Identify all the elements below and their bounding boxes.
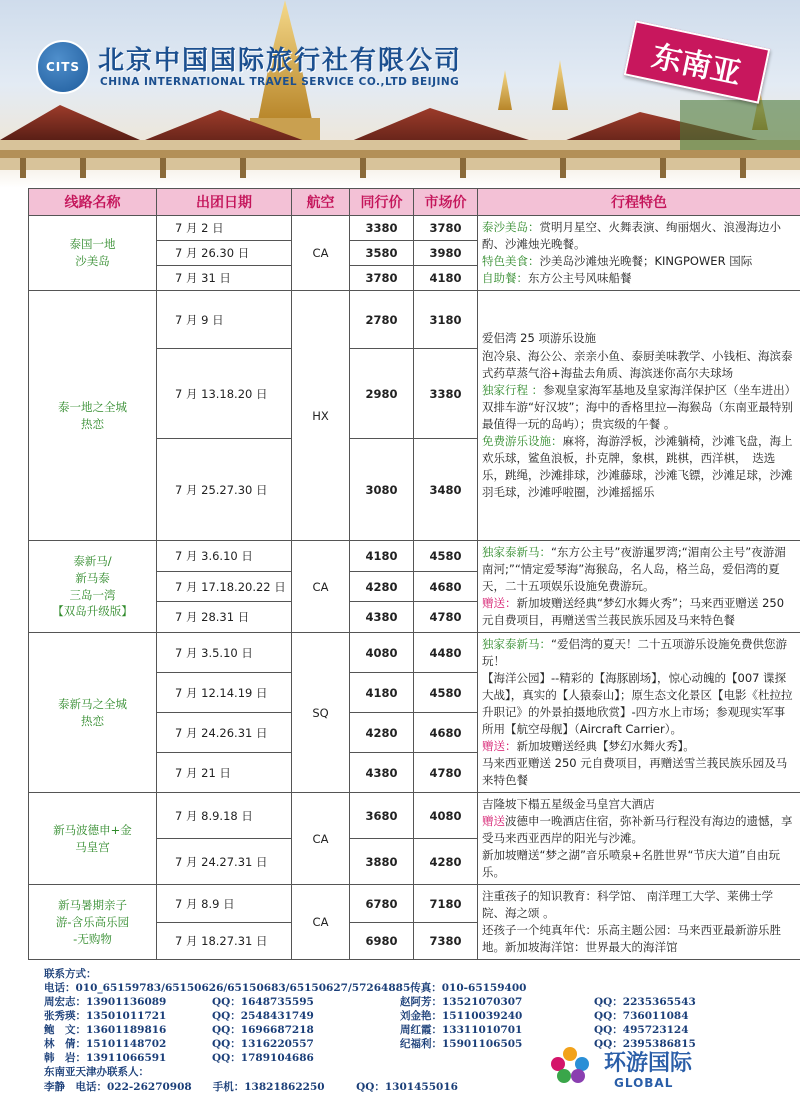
feature-label: 独家泰新马： — [482, 545, 551, 560]
feature-item — [482, 670, 796, 738]
feature-label: 独家泰新马： — [482, 637, 551, 652]
itinerary-features — [478, 633, 800, 793]
market-price: 4580 — [414, 673, 478, 713]
contact-qq: QQ：495723124 — [594, 1024, 689, 1036]
market-price: 3980 — [414, 241, 478, 266]
route-name-line: 泰国一地 — [69, 237, 116, 252]
peer-price: 4380 — [350, 602, 414, 633]
peer-price: 3880 — [350, 839, 414, 885]
departure-date: 7 月 24.26.31 日 — [157, 713, 292, 753]
route-name-line: 【双岛升级版】 — [52, 604, 133, 619]
route-name-line: 泰新马之全城 — [58, 697, 127, 712]
market-price: 7180 — [414, 885, 478, 923]
company-name-en: CHINA INTERNATIONAL TRAVEL SERVICE CO.,LTD BEIJING — [100, 76, 460, 88]
global-logo-icon — [540, 1040, 600, 1090]
header-date: 出团日期 — [157, 189, 292, 216]
market-price: 4080 — [414, 793, 478, 839]
feature-text: 马来西亚赠送 250 元自费项目，再赠送雪兰莪民族乐园及马来特色餐 — [482, 756, 788, 788]
feature-text: 沙美岛沙滩烛光晚餐；KINGPOWER 国际 — [539, 254, 753, 269]
route-name — [29, 291, 157, 541]
header-features: 行程特色 — [478, 189, 800, 216]
feature-text: 吉隆坡下榻五星级金马皇宫大酒店 — [482, 797, 655, 812]
feature-item — [482, 253, 796, 270]
airline-code: HX — [292, 291, 350, 541]
feature-text: 波德申一晚酒店住宿，弥补新马行程没有海边的遗憾，享受马来西亚西岸的阳光与沙滩。 — [482, 814, 793, 846]
feature-item — [482, 330, 796, 347]
header-route: 线路名称 — [29, 189, 157, 216]
feature-text: 爱侣湾 25 项游乐设施 — [482, 331, 596, 346]
global-brand-cn: 环游国际 — [604, 1051, 693, 1076]
table-row — [29, 216, 800, 241]
market-price: 4780 — [414, 753, 478, 793]
peer-price: 2780 — [350, 291, 414, 349]
route-name-line: 热恋 — [81, 713, 104, 728]
peer-price: 4080 — [350, 633, 414, 673]
route-name-line: 新马泰 — [75, 570, 110, 585]
market-price: 3780 — [414, 216, 478, 241]
departure-date: 7 月 24.27.31 日 — [157, 839, 292, 885]
table-row — [29, 633, 800, 673]
route-name — [29, 633, 157, 793]
feature-label: 赠送： — [482, 596, 517, 611]
peer-price: 6980 — [350, 922, 414, 960]
contact-qq: QQ：2548431749 — [212, 1010, 314, 1022]
feature-item — [482, 382, 796, 433]
feature-item — [482, 636, 796, 670]
airline-code: SQ — [292, 633, 350, 793]
contacts-section — [0, 958, 800, 1100]
feature-item — [482, 270, 796, 287]
airline-code: CA — [292, 885, 350, 960]
feature-label: 赠送 — [482, 814, 505, 829]
route-name-line: 热恋 — [81, 416, 104, 431]
contact-name-phone: 纪福利：15901106505 — [400, 1038, 523, 1050]
itinerary-features — [478, 885, 800, 960]
departure-date: 7 月 28.31 日 — [157, 602, 292, 633]
feature-item — [482, 847, 796, 881]
contacts-phone: 电话：010_65159783/65150626/65150683/65150627/57264885传真：010-65159400 — [44, 982, 527, 994]
table-header-row — [29, 189, 800, 216]
market-price: 7380 — [414, 922, 478, 960]
market-price: 3180 — [414, 291, 478, 349]
contacts-title: 联系方式： — [44, 968, 97, 980]
feature-item — [482, 348, 796, 382]
region-badge: 东南亚 — [624, 20, 771, 103]
market-price: 4580 — [414, 541, 478, 572]
peer-price: 4280 — [350, 571, 414, 602]
departure-date: 7 月 3.5.10 日 — [157, 633, 292, 673]
contact-qq: QQ：1696687218 — [212, 1024, 314, 1036]
contact-name-phone: 周宏志：13901136089 — [44, 996, 167, 1008]
route-name-line: 泰一地之全城 — [58, 399, 127, 414]
feature-text: “东方公主号”夜游暹罗湾;“湄南公主号”夜游湄南河;”“情定爱琴海”海猴岛，名人岛，格兰岛，爱侣湾的夏天，二十五项娱乐设施免费游玩。 — [482, 545, 786, 594]
departure-date: 7 月 12.14.19 日 — [157, 673, 292, 713]
departure-date: 7 月 21 日 — [157, 753, 292, 793]
airline-code: CA — [292, 216, 350, 291]
route-name — [29, 793, 157, 885]
feature-text: 参观皇家海军基地及皇家海洋保护区（坐车进出）双排车游“好汉坡”；海中的香格里拉—海猴岛（东南亚最特别最值得一玩的岛屿）；贵宾级的午餐 。 — [482, 382, 793, 431]
feature-text: 新加坡赠送经典“梦幻水舞火秀”；马来西亚赠送 250 元自费项目，再赠送雪兰莪民族乐园及马来特色餐 — [482, 596, 785, 628]
peer-price: 3380 — [350, 216, 414, 241]
feature-text: 新加坡赠送“梦之湖”音乐喷泉+名胜世界“节庆大道”自由玩乐。 — [482, 848, 780, 880]
route-name-line: 泰新马/ — [73, 554, 112, 569]
feature-label: 泰沙美岛： — [482, 220, 540, 234]
cits-logo: CITS — [36, 40, 90, 94]
feature-label: 独家行程 ： — [482, 382, 544, 397]
departure-date: 7 月 18.27.31 日 — [157, 922, 292, 960]
departure-date: 7 月 8.9.18 日 — [157, 793, 292, 839]
company-name-cn: 北京中国国际旅行社有限公司 — [98, 46, 463, 76]
feature-item — [482, 813, 796, 847]
contact-qq: QQ：1648735595 — [212, 996, 314, 1008]
feature-item — [482, 796, 796, 813]
departure-date: 7 月 17.18.20.22 日 — [157, 571, 292, 602]
peer-price: 4180 — [350, 673, 414, 713]
contact-qq: QQ：1789104686 — [212, 1052, 314, 1064]
peer-price: 3780 — [350, 266, 414, 291]
route-name — [29, 885, 157, 960]
route-name-line: 三岛一湾 — [69, 587, 116, 602]
table-row — [29, 291, 800, 349]
header-market-price: 市场价 — [414, 189, 478, 216]
route-name-line: 新马暑期亲子 — [58, 898, 127, 913]
contact-name-phone: 刘金艳：15110039240 — [400, 1010, 523, 1022]
departure-date: 7 月 8.9 日 — [157, 885, 292, 923]
feature-item — [482, 888, 796, 922]
departure-date: 7 月 3.6.10 日 — [157, 541, 292, 572]
table-row — [29, 885, 800, 923]
feature-label: 特色美食： — [482, 254, 540, 269]
route-name — [29, 216, 157, 291]
feature-text: 泡冷泉、海公公、亲亲小鱼、泰厨美味教学、小钱柜、海滨泰式药草蒸气浴+海盐去角质、海滨迷你高尔夫球场 — [482, 348, 793, 380]
itinerary-features — [478, 541, 800, 633]
feature-item — [482, 433, 796, 501]
table-row — [29, 541, 800, 572]
route-name-line: 马皇宫 — [75, 839, 110, 854]
feature-item — [482, 755, 796, 789]
route-name — [29, 541, 157, 633]
feature-text: 注重孩子的知识教育：科学馆、 南洋理工大学、莱佛士学院、海之颂 。 — [482, 889, 774, 921]
contact-qq: QQ：2395386815 — [594, 1038, 696, 1050]
market-price: 4180 — [414, 266, 478, 291]
market-price: 4780 — [414, 602, 478, 633]
tour-price-table — [28, 188, 800, 960]
feature-text: “爱侣湾的夏天！二十五项游乐设施免费供您游玩！ — [482, 637, 787, 669]
page-header — [0, 0, 800, 188]
peer-price: 6780 — [350, 885, 414, 923]
feature-text: 东方公主号风味船餐 — [528, 271, 632, 286]
table-body — [29, 216, 800, 960]
contact-qq: QQ：2235365543 — [594, 996, 696, 1008]
peer-price: 4280 — [350, 713, 414, 753]
departure-date: 7 月 31 日 — [157, 266, 292, 291]
contact-name-phone: 张秀瑛：13501011721 — [44, 1010, 167, 1022]
global-brand-en: GLOBAL — [614, 1076, 674, 1090]
route-name-line: 沙美岛 — [75, 254, 110, 269]
itinerary-features — [478, 793, 800, 885]
market-price: 3380 — [414, 349, 478, 439]
market-price: 4480 — [414, 633, 478, 673]
temple-banner-image — [0, 0, 800, 188]
feature-item — [482, 922, 796, 956]
feature-item — [482, 219, 796, 253]
contact-name-phone: 韩 岩：13911066591 — [44, 1052, 167, 1064]
tianjin-contact: 李静 电话：022-26270908 手机：13821862250 QQ：1301455016 — [44, 1081, 458, 1093]
feature-label: 赠送： — [482, 739, 517, 754]
departure-date: 7 月 13.18.20 日 — [157, 349, 292, 439]
header-peer-price: 同行价 — [350, 189, 414, 216]
contact-name-phone: 周红霞：13311010701 — [400, 1024, 523, 1036]
table-row — [29, 793, 800, 839]
feature-label: 自助餐： — [482, 271, 528, 286]
feature-text: 还孩子一个纯真年代：乐高主题公园：马来西亚最新游乐胜地。新加坡海洋馆：世界最大的海洋馆 — [482, 923, 781, 955]
airline-code: CA — [292, 541, 350, 633]
feature-item — [482, 738, 796, 755]
route-name-line: 游-含乐高乐园 — [55, 915, 130, 930]
peer-price: 3680 — [350, 793, 414, 839]
departure-date: 7 月 2 日 — [157, 216, 292, 241]
contact-name-phone: 鲍 文：13601189816 — [44, 1024, 167, 1036]
itinerary-features — [478, 216, 800, 291]
market-price: 4680 — [414, 713, 478, 753]
departure-date: 7 月 26.30 日 — [157, 241, 292, 266]
market-price: 4680 — [414, 571, 478, 602]
route-name-line: -无购物 — [73, 931, 112, 946]
peer-price: 3080 — [350, 439, 414, 541]
market-price: 4280 — [414, 839, 478, 885]
market-price: 3480 — [414, 439, 478, 541]
airline-code: CA — [292, 793, 350, 885]
feature-text: 【海洋公园】--精彩的【海豚剧场】，惊心动魄的【007 谍探大战】，真实的【人猿泰山】；原生态文化景区【电影《杜拉拉升职记》的外景拍摄地欣赏】-四方水上市场；参观现实军事所用【航空母舰】（Aircraft Carrier）。 — [482, 671, 793, 737]
tianjin-title: 东南亚天津办联系人： — [44, 1066, 149, 1078]
contact-qq: QQ：736011084 — [594, 1010, 689, 1022]
feature-text: 新加坡赠送经典【梦幻水舞火秀】。 — [516, 739, 695, 754]
feature-item — [482, 544, 796, 595]
contact-name-phone: 赵阿芳：13521070307 — [400, 996, 523, 1008]
feature-text: 赏明月星空、火舞表演、绚丽烟火、浪漫海边小酌、沙滩烛光晚餐。 — [482, 220, 781, 252]
feature-item — [482, 595, 796, 629]
route-name-line: 新马波德申+金 — [53, 823, 132, 838]
departure-date: 7 月 25.27.30 日 — [157, 439, 292, 541]
header-airline: 航空 — [292, 189, 350, 216]
contact-qq: QQ：1316220557 — [212, 1038, 314, 1050]
departure-date: 7 月 9 日 — [157, 291, 292, 349]
contact-name-phone: 林 倩：15101148702 — [44, 1038, 167, 1050]
peer-price: 3580 — [350, 241, 414, 266]
peer-price: 4180 — [350, 541, 414, 572]
feature-text: 麻将，海游浮板，沙滩躺椅，沙滩飞盘，海上欢乐球，鲨鱼浪板，扑克牌，象棋，跳棋，西洋棋， 迭选乐，跳绳，沙滩排球，沙滩藤球，沙滩飞镖，沙滩足球，沙滩羽毛球，沙滩呼啦圈，沙滩摇摇乐 — [482, 433, 793, 499]
feature-label: 免费游乐设施： — [482, 433, 563, 448]
peer-price: 4380 — [350, 753, 414, 793]
itinerary-features — [478, 291, 800, 541]
peer-price: 2980 — [350, 349, 414, 439]
